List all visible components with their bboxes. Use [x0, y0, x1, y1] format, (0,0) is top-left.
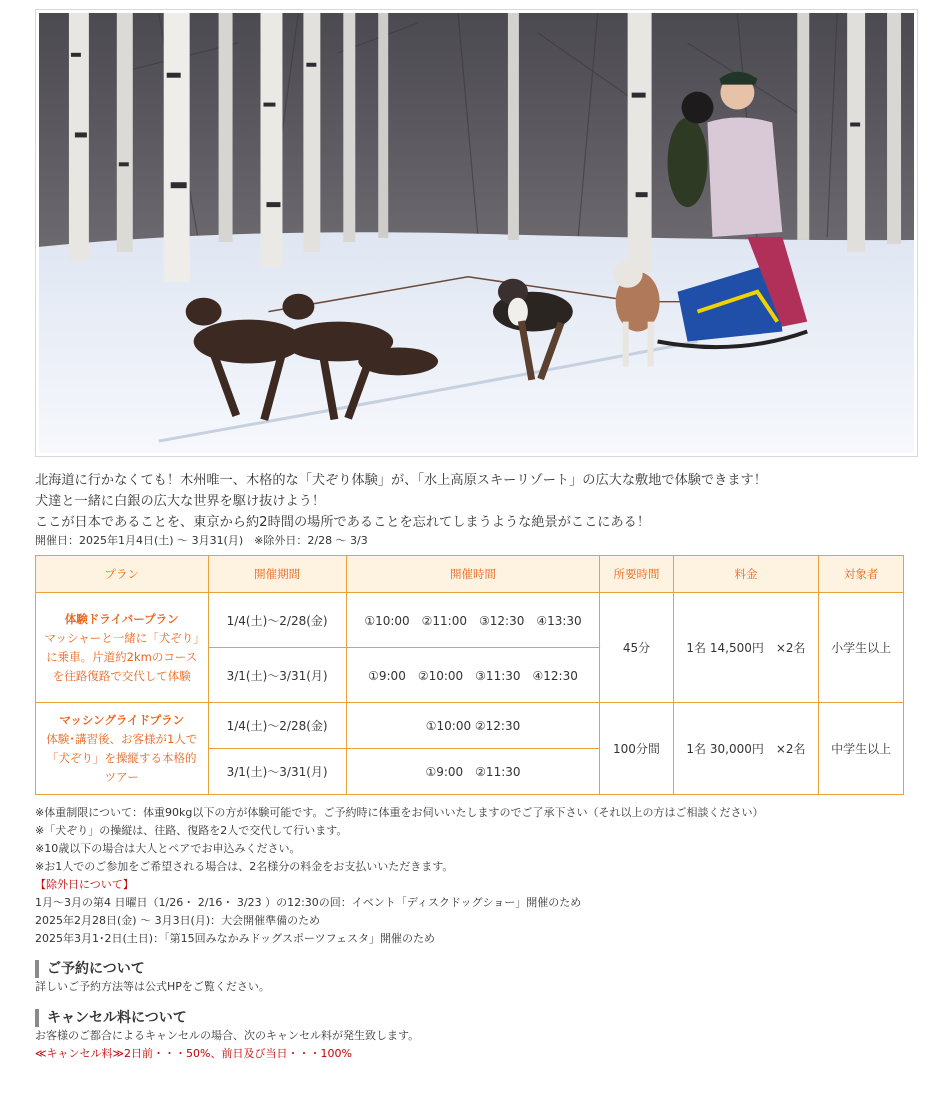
header-duration: 所要時間: [600, 556, 673, 593]
price-cell: 1名 14,500円 ×2名: [673, 593, 819, 703]
header-target: 対象者: [819, 556, 904, 593]
times-cell: ①9:00 ②11:30: [346, 749, 600, 795]
table-row: [36, 593, 904, 648]
intro-line-3: ここが日本であることを、東京から約2時間の場所であることを忘れてしまうような絶景がここにある！: [35, 515, 651, 530]
reservation-heading: ご予約について: [35, 960, 920, 978]
times-cell: ①10:00 ②11:00 ③12:30 ④13:30: [346, 593, 600, 648]
exclusion-1: 1月〜3月の第4 日曜日（1/26・ 2/16・ 3/23 ）の12:30の回：イベント「ディスクドッグショー」開催のため: [35, 896, 582, 909]
exclusion-3: 2025年3月1･2日(土日)：｢第15回みなかみドッグスポーツフェスタ」開催のため: [35, 932, 436, 945]
period-cell: 3/1(土)〜3/31(月): [208, 648, 346, 703]
photo-illustration: [39, 13, 914, 453]
table-row: [36, 703, 904, 749]
period-cell: 3/1(土)〜3/31(月): [208, 749, 346, 795]
table-header-row: [36, 556, 904, 593]
exclusion-2: 2025年2月28日(金) 〜 3月3日(月)：大会開催準備のため: [35, 914, 321, 927]
dog-sled-photo: [35, 9, 918, 457]
times-cell: ①9:00 ②10:00 ③11:30 ④12:30: [346, 648, 600, 703]
note-single: ※お1人でのご参加をご希望される場合は、2名様分の料金をお支払いいただきます。: [35, 860, 454, 873]
header-times: 開催時間: [346, 556, 600, 593]
note-children: ※10歳以下の場合は大人とペアでお申込みください。: [35, 842, 301, 855]
note-operation: ※「犬ぞり」の操縦は、往路、復路を2人で交代して行います。: [35, 824, 348, 837]
plans-table: [35, 555, 904, 795]
exclusion-title: 【除外日について】: [35, 878, 134, 891]
cancel-fee: ≪キャンセル料≫2日前・・・50%、前日及び当日・・・100%: [35, 1047, 352, 1060]
header-period: 開催期間: [208, 556, 346, 593]
times-cell: ①10:00 ②12:30: [346, 703, 600, 749]
period-cell: 1/4(土)〜2/28(金): [208, 593, 346, 648]
note-weight: ※体重制限について：体重90kg以下の方が体験可能です。ご予約時に体重をお伺いいたしますのでご了承下さい（それ以上の方はご相談ください）: [35, 806, 764, 819]
intro-line-2: 犬達と一緒に白銀の広大な世界を駆け抜けよう！: [35, 494, 326, 509]
price-cell: 1名 30,000円 ×2名: [673, 703, 819, 795]
page-content: [35, 9, 920, 1063]
header-price: 料金: [673, 556, 819, 593]
notes: [35, 804, 920, 948]
target-cell: 小学生以上: [819, 593, 904, 703]
header-plan: プラン: [36, 556, 209, 593]
intro-line-1: 北海道に行かなくても！木州唯一、木格的な「犬ぞり体験」が、「水上高原スキーリゾート」の広大な敷地で体験できます！: [35, 473, 767, 488]
plan-driver: [36, 593, 209, 703]
plan-mushing: [36, 703, 209, 795]
duration-cell: 100分間: [600, 703, 673, 795]
plan-name: 体験ドライバープラン: [64, 611, 179, 626]
period-cell: 1/4(土)〜2/28(金): [208, 703, 346, 749]
duration-cell: 45分: [600, 593, 673, 703]
event-dates: 開催日：2025年1月4日(土) 〜 3月31(月) ※除外日：2/28 〜 3/3: [35, 534, 368, 547]
plan-description: マッシャーと一緒に「犬ぞり」に乗車。片道約2kmのコースを往路復路で交代して体験: [44, 630, 200, 683]
plan-description: 体験･講習後、お客様が1人で「犬ぞり」を操縦する本格的ツアー: [46, 731, 198, 784]
intro-text: [35, 470, 920, 533]
target-cell: 中学生以上: [819, 703, 904, 795]
cancel-heading: キャンセル料について: [35, 1009, 920, 1027]
reservation-text: 詳しいご予約方法等は公式HPをご覧ください。: [35, 980, 270, 993]
plan-name: マッシングライドプラン: [59, 712, 185, 727]
cancel-text: お客様のご都合によるキャンセルの場合、次のキャンセル料が発生致します。: [35, 1029, 420, 1042]
